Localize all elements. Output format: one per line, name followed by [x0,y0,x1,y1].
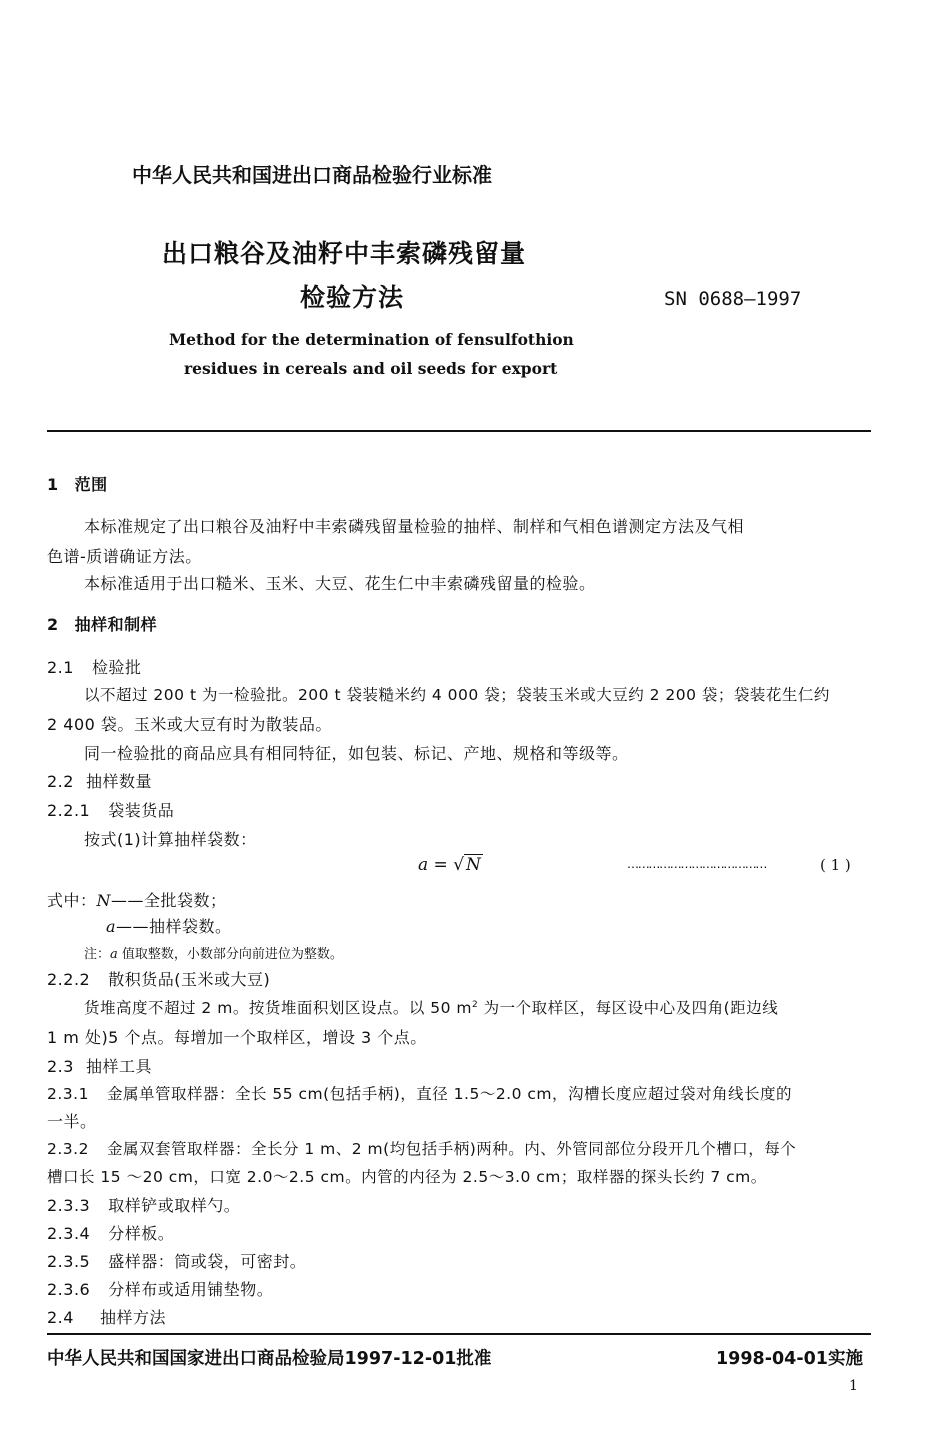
subsection-title: 散积货品(玉米或大豆) [108,970,271,989]
formula [418,855,483,875]
section-title: 抽样和制样 [74,615,158,634]
variable-definition [47,888,227,911]
subsection-title: 抽样数量 [85,772,152,791]
note-text: 值取整数，小数部分向前进位为整数。 [117,947,343,962]
subsection-heading [47,798,174,821]
clause-text: 金属双套管取样器：全长分 1 m、2 m(均包括手柄)两种。内、外管同部位分段开几个槽口，每个 [106,1140,797,1158]
clause-line [47,1249,306,1272]
clause-text: 金属单管取样器：全长 55 cm(包括手柄)，直径 1.5～2.0 cm，沟槽长度应超过袋对角线长度的 [106,1085,793,1103]
section-heading [47,612,157,635]
paragraph-line: 槽口长 15 ～20 cm，口宽 2.0～2.5 cm。内管的内径为 2.5～3.0 cm；取样器的探头长约 7 cm。 [47,1168,767,1186]
sqrt-icon: √ [453,855,465,875]
subsection-heading [47,655,141,678]
subsection-number: 2.3 [47,1057,74,1076]
paragraph-line [84,996,778,1018]
paragraph-line: 2 400 袋。玉米或大豆有时为散装品。 [47,715,332,734]
paragraph-line: 一半。 [47,1112,97,1131]
subsection-number: 2.1 [47,658,74,677]
note [84,943,343,962]
title-line-1: 出口粮谷及油籽中丰索磷残留量 [162,239,527,268]
clause-text: 取样铲或取样勺。 [108,1196,241,1215]
section-number: 2 [47,615,59,634]
clause-number: 2.3.2 [47,1140,89,1158]
section-number: 1 [47,475,59,494]
formula-leader-dots: ………………………………… [627,857,767,871]
subsection-title: 袋装货品 [108,801,175,820]
paragraph-line: 按式(1)计算抽样袋数： [84,830,257,849]
subsection-heading [47,967,270,990]
clause-number: 2.3.6 [47,1280,91,1299]
note-symbol: a [110,947,118,962]
subsection-number: 2.2 [47,772,74,791]
standard-code: SN 0688—1997 [664,288,802,310]
clause-line [47,1277,273,1300]
paragraph-line: 以不超过 200 t 为一检验批。200 t 袋装糙米约 4 000 袋；袋装玉米或大豆约 2 200 袋；袋装花生仁约 [84,686,830,704]
clause-text: 分样布或适用铺垫物。 [108,1280,274,1299]
section-title: 范围 [74,475,108,494]
variable-symbol: N [96,891,112,910]
clause-line [47,1137,796,1159]
subsection-heading [47,769,152,792]
formula-equals: = [433,855,448,875]
note-label: 注： [84,947,111,962]
formula-lhs: a [418,855,429,875]
where-label: 式中： [47,891,97,910]
title-line-2: 检验方法 [300,283,405,312]
subsection-heading [47,1305,166,1328]
effective-date: 1998-04-01实施 [716,1349,863,1369]
clause-line [47,1082,792,1104]
clause-number: 2.3.4 [47,1224,91,1243]
paragraph-text: 货堆高度不超过 2 m。按货堆面积划区设点。以 50 m [84,999,472,1017]
clause-number: 2.3.3 [47,1196,91,1215]
variable-symbol: a [106,917,117,936]
clause-line [47,1221,174,1244]
section-heading [47,472,108,495]
clause-number: 2.3.1 [47,1085,89,1103]
subsection-heading [47,1054,152,1077]
english-title-line-1: Method for the determination of fensulfothion [169,330,574,349]
variable-text: ——全批袋数； [111,891,227,910]
paragraph-line: 本标准适用于出口糙米、玉米、大豆、花生仁中丰索磷残留量的检验。 [84,574,596,593]
clause-number: 2.3.5 [47,1252,91,1271]
subsection-number: 2.2.2 [47,970,91,989]
subsection-title: 抽样方法 [99,1308,166,1327]
paragraph-line: 色谱-质谱确证方法。 [47,547,202,566]
subsection-number: 2.2.1 [47,801,91,820]
footer-divider [47,1333,871,1335]
subsection-title: 检验批 [91,658,142,677]
variable-text: ——抽样袋数。 [116,917,232,936]
paragraph-line: 本标准规定了出口粮谷及油籽中丰索磷残留量检验的抽样、制样和气相色谱测定方法及气相 [84,517,745,536]
page-number: 1 [849,1378,858,1394]
header-divider [47,430,871,432]
variable-definition [106,914,232,937]
clause-line [47,1193,240,1216]
clause-text: 盛样器：筒或袋，可密封。 [108,1252,307,1271]
approval-line: 中华人民共和国国家进出口商品检验局1997-12-01批准 [47,1349,492,1369]
formula-rhs: N [466,855,481,875]
formula-number: ( 1 ) [820,856,851,874]
paragraph-line: 1 m 处)5 个点。每增加一个取样区，增设 3 个点。 [47,1028,427,1047]
paragraph-text: 为一个取样区，每区设中心及四角(距边线 [478,999,779,1017]
clause-text: 分样板。 [108,1224,175,1243]
superscript: 2 [472,999,479,1010]
subsection-number: 2.4 [47,1308,74,1327]
issuing-body-heading: 中华人民共和国进出口商品检验行业标准 [132,163,492,187]
english-title-line-2: residues in cereals and oil seeds for export [184,359,558,378]
paragraph-line: 同一检验批的商品应具有相同特征，如包装、标记、产地、规格和等级等。 [84,744,629,763]
subsection-title: 抽样工具 [85,1057,152,1076]
